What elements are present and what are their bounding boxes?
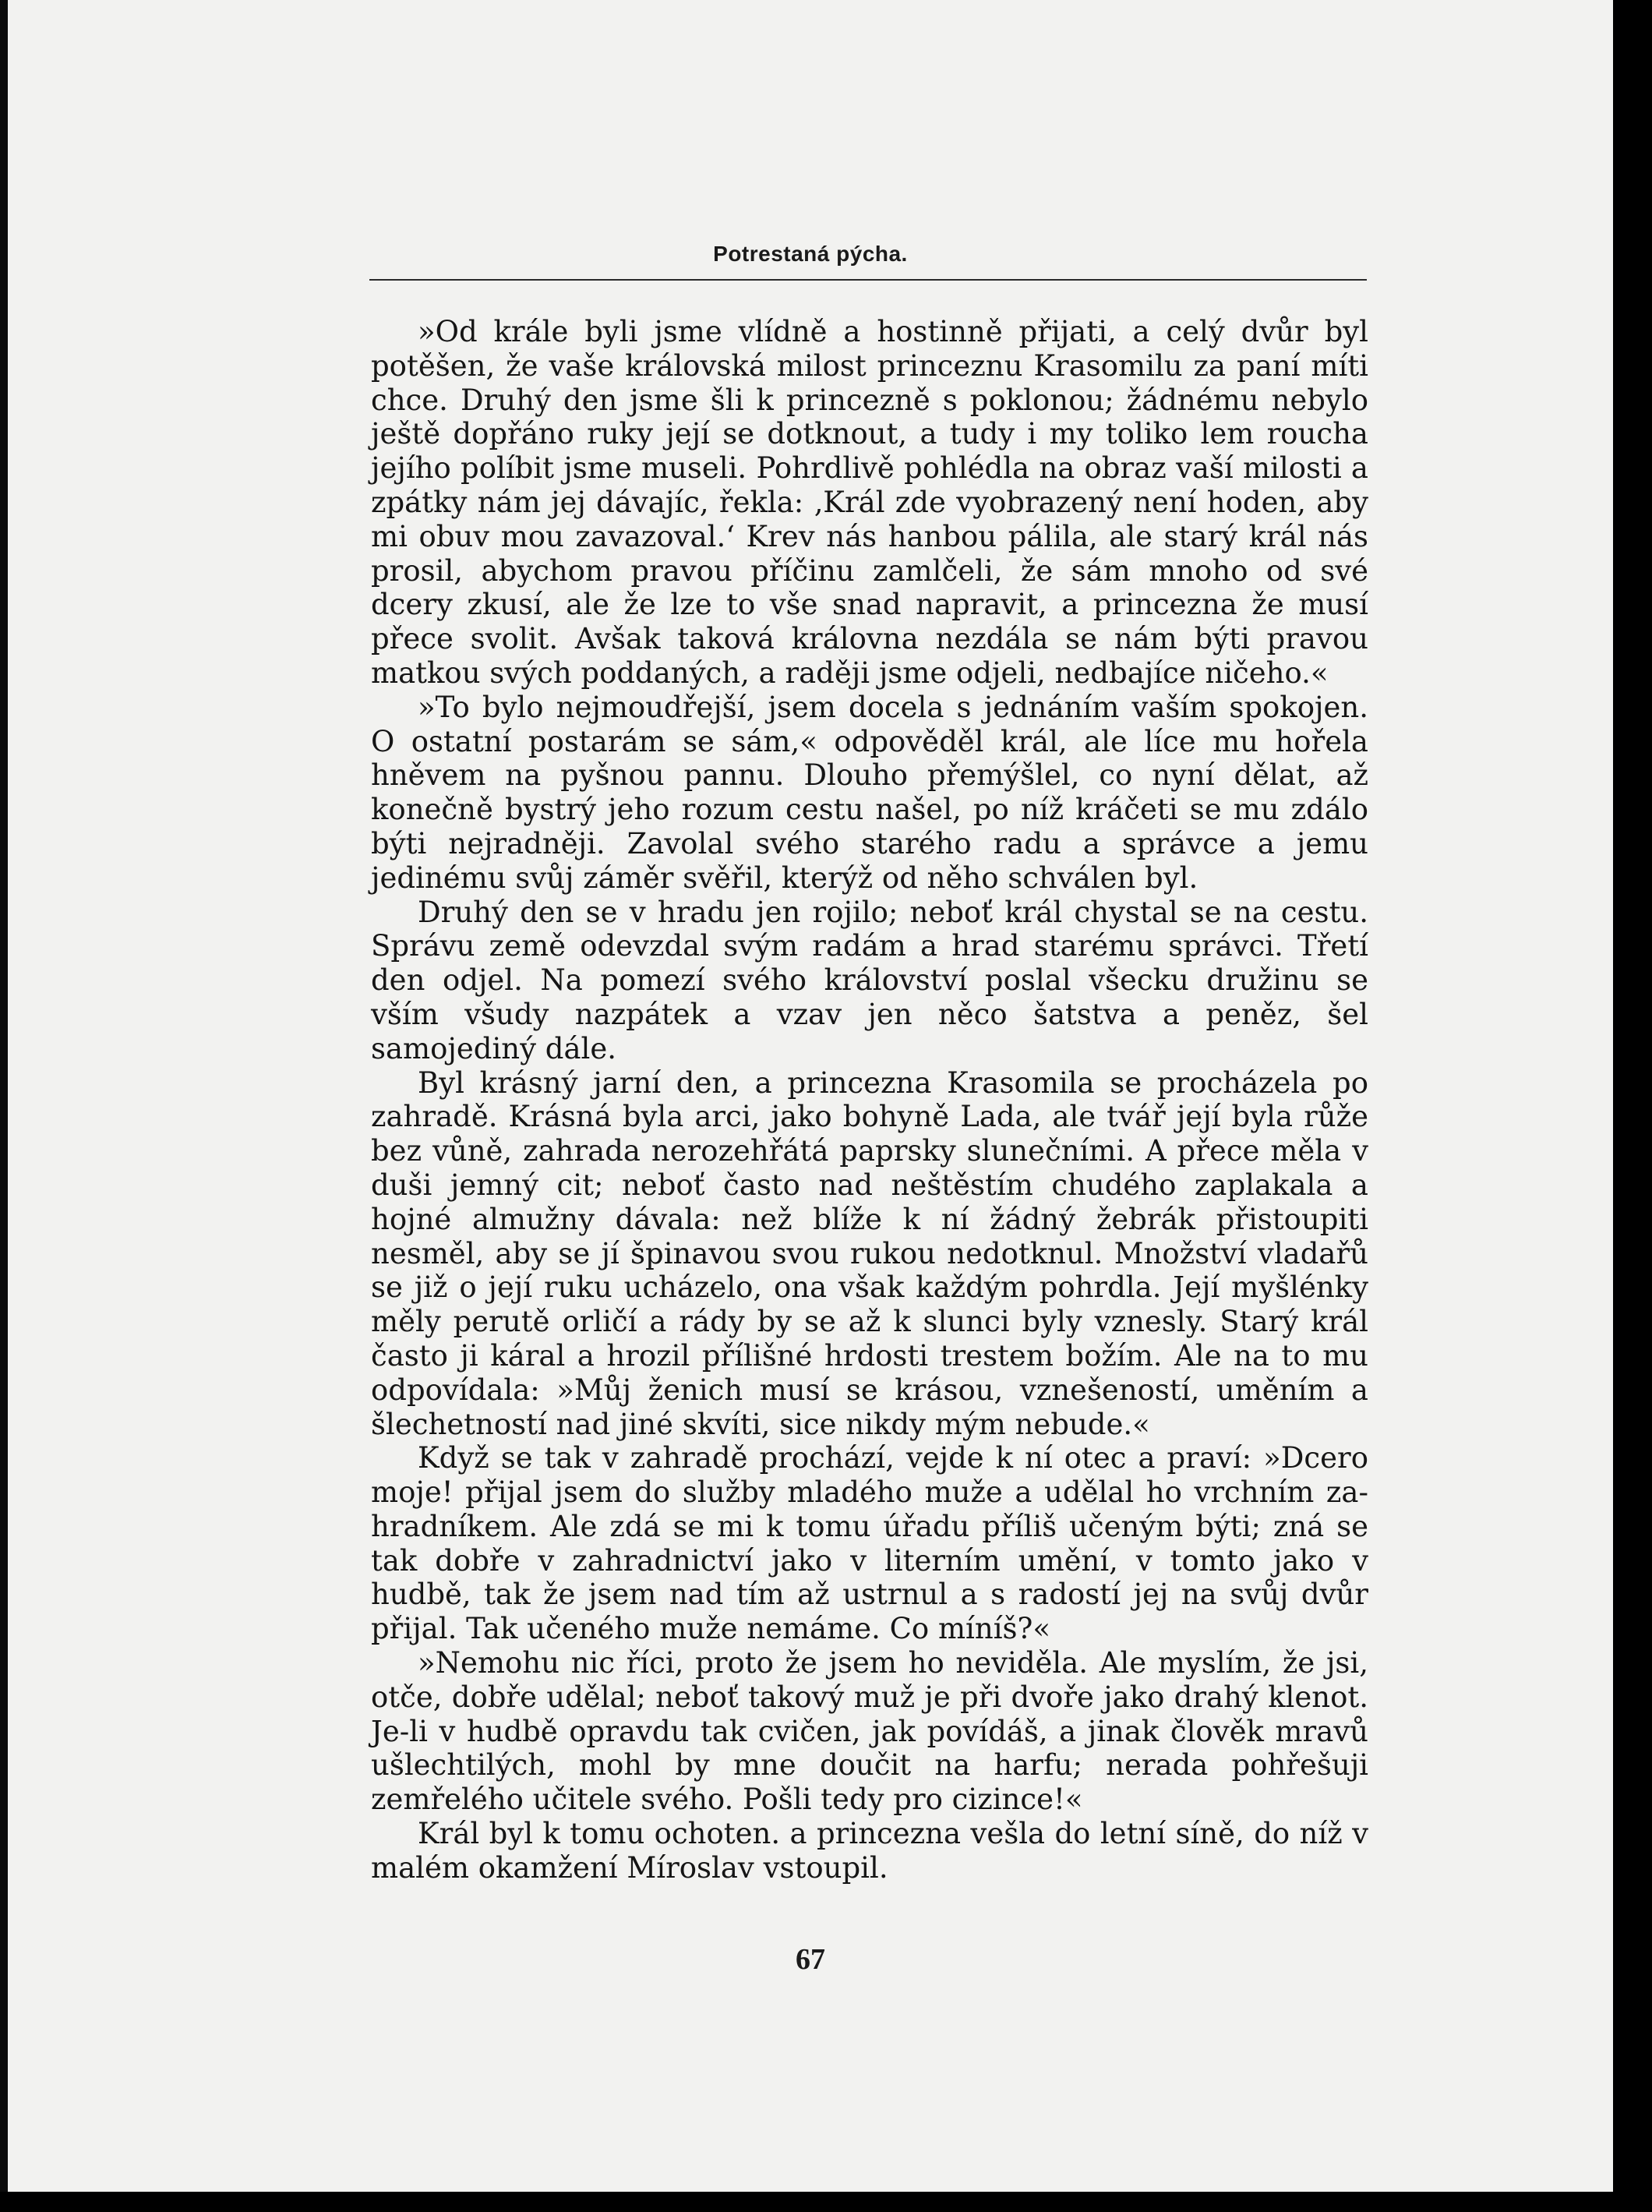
page-number: 67 [796,1943,825,1976]
paragraph: »Nemohu nic říci, proto že jsem ho neviděla. Ale myslím, že jsi, otče, dobře udělal; neboť takový muž je při dvoře jako drahý klenot. Je-li v hudbě opravdu tak cvičen, jak povídáš, a jinak člověk mravů ušlechtilých, mohl by mne doučit na harfu; nerada pohřešuji zemřelého učitele svého. Pošli tedy pro cizince!« [371,1646,1368,1817]
book-page [8,0,1613,2192]
header-rule [369,279,1367,281]
body-text [371,315,1368,1885]
paragraph: »To bylo nejmoudřejší, jsem docela s jednáním vaším spokojen. O ostatní postarám se sám,« odpověděl král, ale líce mu hořela hněvem na pyšnou pannu. Dlouho přemýšlel, co nyní dělat, až konečně bystrý jeho rozum cestu našel, po níž kráčeti se mu zdálo býti nejradněji. Zavolal svého starého radu a správce a jemu jedinému svůj záměr svěřil, kterýž od něho schválen byl. [371,690,1368,895]
paragraph: Druhý den se v hradu jen rojilo; neboť král chystal se na cestu. Správu země odevzdal svým radám a hrad starému správci. Třetí den odjel. Na pomezí svého království poslal všecku družinu se vším všudy nazpátek a vzav jen něco šatstva a peněz, šel samojediný dále. [371,895,1368,1065]
paragraph: Král byl k tomu ochoten. a princezna vešla do letní síně, do níž v malém okamžení Míroslav vstoupil. [371,1817,1368,1885]
paragraph: Když se tak v zahradě prochází, vejde k ní otec a praví: »Dcero moje! přijal jsem do služby mladého muže a udělal ho vrchním zahradníkem. Ale zdá se mi k tomu úřadu příliš učeným býti; zná se tak dobře v zahradnictví jako v literním umění, v tomto jako v hudbě, tak že jsem nad tím až ustrnul a s radostí jej na svůj dvůr přijal. Tak učeného muže nemáme. Co míníš?« [371,1441,1368,1646]
scan-edge-right [1613,0,1652,2212]
scan-edge-bottom [0,2192,1652,2212]
running-head: Potrestaná pýcha. [713,242,908,266]
paragraph: »Od krále byli jsme vlídně a hostinně přijati, a celý dvůr byl potěšen, že vaše královská milost princeznu Krasomilu za paní míti chce. Druhý den jsme šli k princezně s poklonou; žádnému nebylo ještě dopřáno ruky její se dotknout, a tudy i my toliko lem roucha jejího políbit jsme museli. Pohrdlivě pohlédla na obraz vaší milosti a zpátky nám jej dávajíc, řekla: ‚Král zde vyobrazený není hoden, aby mi obuv mou zavazoval.‘ Krev nás hanbou pálila, ale starý král nás prosil, abychom pravou příčinu zamlčeli, že sám mnoho od své dcery zkusí, ale že lze to vše snad napravit, a princezna že musí přece svolit. Avšak taková královna nezdála se nám býti pravou matkou svých poddaných, a raději jsme odjeli, nedbajíce ničeho.« [371,315,1368,690]
scan-edge-left [0,0,8,2212]
paragraph: Byl krásný jarní den, a princezna Krasomila se procházela po zahradě. Krásná byla arci, jako bohyně Lada, ale tvář její byla růže bez vůně, zahrada nerozehřátá paprsky slunečními. A přece měla v duši jemný cit; neboť často nad neštěstím chudého zaplakala a hojné almužny dávala: než blíže k ní žádný žebrák přistoupiti nesměl, aby se jí špinavou svou rukou nedotknul. Množství vladařů se již o její ruku ucházelo, ona však každým pohrdla. Její myšlénky měly perutě orličí a rády by se až k slunci byly vznesly. Starý král často ji káral a hrozil přílišné hrdosti trestem božím. Ale na to mu odpovídala: »Můj ženich musí se krásou, vznešeností, uměním a šlechetností nad jiné skvíti, sice nikdy mým nebude.« [371,1065,1368,1441]
